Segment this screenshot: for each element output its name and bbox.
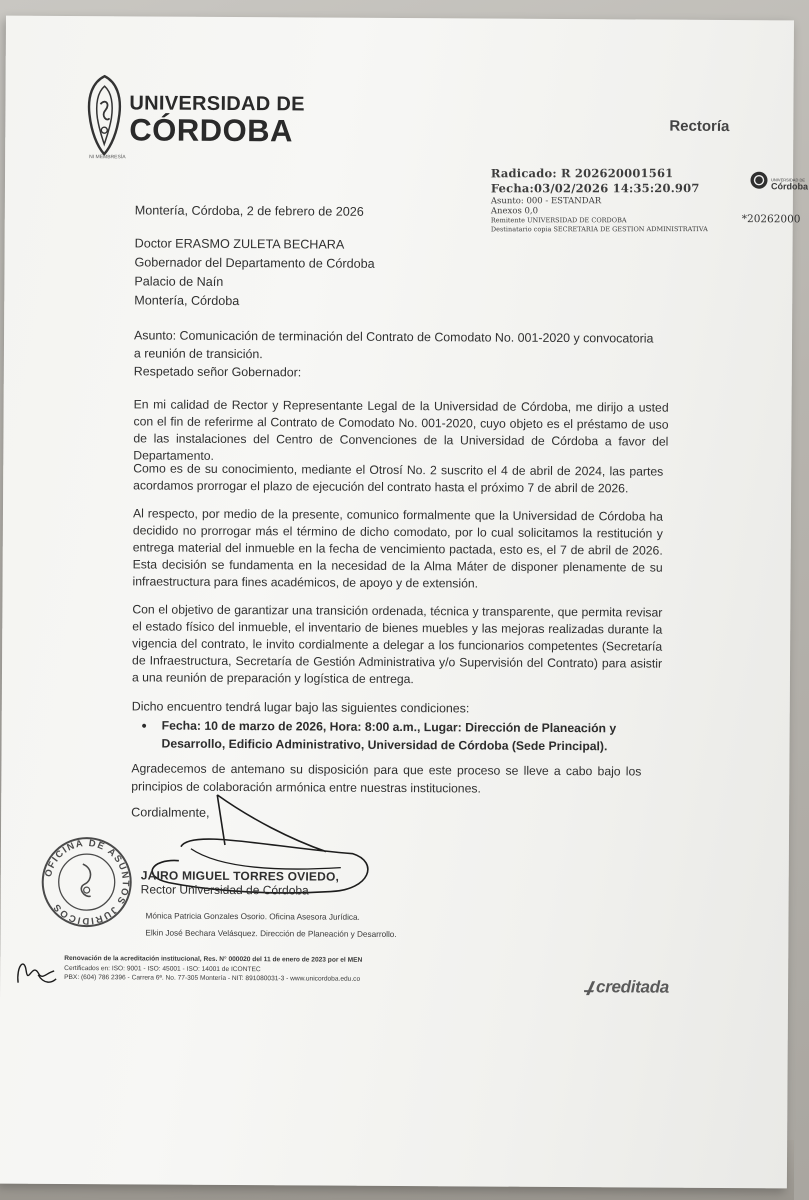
recipient-name: Doctor ERASMO ZULETA BECHARA [134, 236, 345, 252]
letter-date: Montería, Córdoba, 2 de febrero de 2026 [134, 203, 364, 219]
radicado-stamp [491, 166, 708, 234]
letterhead-title [129, 92, 305, 149]
letter-closing: Cordialmente, [131, 805, 210, 820]
stamp-logo-name: Córdoba [770, 181, 809, 192]
paragraph-4: Con el objetivo de garantizar una transición ordenada, técnica y transparente, que permita revisar el estado físico del inmueble, el inventario de bienes muebles y las mejoras realizadas durante la vigencia del contrato, le invito cordialmente a delegar a los funcionarios competentes (Secretaría de Infraestructura, Secretaría de Gestión Administrativa y/o Supervisión del Contrato) para asistir a una reunión de preparación y logística de entrega. [131, 602, 663, 687]
acreditada-logo-text: creditada [596, 977, 670, 997]
letterhead-line2: CÓRDOBA [129, 112, 294, 149]
recipient-title: Gobernador del Departamento de Córdoba [134, 255, 375, 271]
footer-certifications: Certificados en: ISO: 9001 - ISO: 45001 - ISO: 14001 de ICONTEC [64, 964, 261, 973]
signer-block [141, 868, 339, 897]
stamp-fecha: Fecha:03/02/2026 14:35:20.907 [490, 181, 700, 196]
recipient-block [134, 234, 654, 313]
university-crest-icon [83, 74, 126, 161]
paragraph-5: Dicho encuentro tendrá lugar bajo las siguientes condiciones: [131, 699, 470, 716]
footer-contact: PBX: (604) 786 2396 - Carrera 6ª. No. 77-305 Montería - NIT: 891080031-3 - www.unicordoba.edu.co [64, 973, 361, 983]
stamp-radicado: Radicado: R 202620001561 [490, 166, 674, 181]
copy-line-1: Mónica Patricia Gonzales Osorio. Oficina Asesora Jurídica. [145, 911, 360, 922]
office-name: Rectoría [669, 117, 730, 136]
letterhead-small-text: NI MEMBRESÍA [89, 154, 126, 161]
recipient-place: Palacio de Naín [134, 274, 224, 289]
paragraph-1: En mi calidad de Rector y Representante Legal de la Universidad de Córdoba, me dirijo a usted con el fin de referirme al Contrato de Comodato No. 001-2020, cuyo objeto es el préstamo de uso de las instalaciones del Centro de Convenciones de la Universidad de Córdoba a favor del Departamento. [133, 397, 669, 463]
letter-subject: Asunto: Comunicación de terminación del Contrato de Comodato No. 001-2020 y convocatoria a reunión de transición. [133, 328, 654, 362]
seal-text: OFICINA DE ASUNTOS JURÍDICOS [43, 837, 131, 927]
stamp-asunto: Asunto: 000 - ESTANDAR [490, 196, 602, 207]
paragraph-2: Como es de su conocimiento, mediante el Otrosí No. 2 suscrito el 4 de abril de 2024, las partes acordamos prorrogar el plazo de ejecución del contrato hasta el próximo 7 de abril de 2026. [133, 461, 664, 496]
stamp-logo-small: UNIVERSIDAD DE [771, 177, 806, 183]
stamp-anexos: Anexos 0,0 [490, 206, 539, 217]
paragraph-3: Al respecto, por medio de la presente, comunico formalmente que la Universidad de Córdoba ha decidido no prorrogar más el término de dicho comodato, por lo cual solicitamos la restitución y entrega material del inmueble en la fecha de vencimiento pactada, esto es, el 7 de abril de 2026. Esta decisión se fundamenta en la necesidad de la Alma Máter de disponer plenamente de su infraestructura para fines académicos, de apoyo y de extensión. [132, 506, 664, 591]
copies-block [145, 907, 396, 943]
footer-accreditation: Renovación de la acreditación institucional, Res. N° 000020 del 11 de enero de 2023 por el MEN [64, 954, 363, 964]
stamp-barcode-code: *20262000 [741, 213, 801, 226]
footer-block [64, 954, 362, 984]
meeting-details-bullet [141, 716, 648, 755]
letter-greeting: Respetado señor Gobernador: [133, 364, 302, 380]
stamp-destinatario: Destinatario copia SECRETARIA DE GESTION ADMINISTRATIVA [490, 225, 708, 234]
acreditada-logo-icon [584, 979, 596, 997]
bullet-dot: • [141, 717, 147, 734]
signer-name: JAIRO MIGUEL TORRES OVIEDO, [140, 868, 340, 884]
handwritten-initials [10, 953, 60, 993]
thanks-paragraph: Agradecemos de antemano su disposición para que este proceso se lleve a cabo bajo los principios de colaboración armónica entre nuestras instituciones. [131, 761, 642, 796]
letter-page [0, 16, 809, 1189]
meeting-details-text: Fecha: 10 de marzo de 2026, Hora: 8:00 a.m., Lugar: Dirección de Planeación y Desarrollo, Edificio Administrativo, Universidad de Córdoba (Sede Principal). [161, 718, 617, 754]
stamp-logo-text [771, 176, 808, 190]
signer-role: Rector Universidad de Córdoba [140, 882, 309, 898]
letterhead-line1: UNIVERSIDAD DE [129, 92, 305, 116]
copy-line-2: Elkin José Bechara Velásquez. Dirección de Planeación y Desarrollo. [145, 928, 397, 939]
recipient-city: Montería, Córdoba [134, 293, 240, 309]
stamp-logo-icon [749, 170, 769, 190]
stamp-remitente: Remitente UNIVERSIDAD DE CORDOBA [490, 216, 627, 225]
